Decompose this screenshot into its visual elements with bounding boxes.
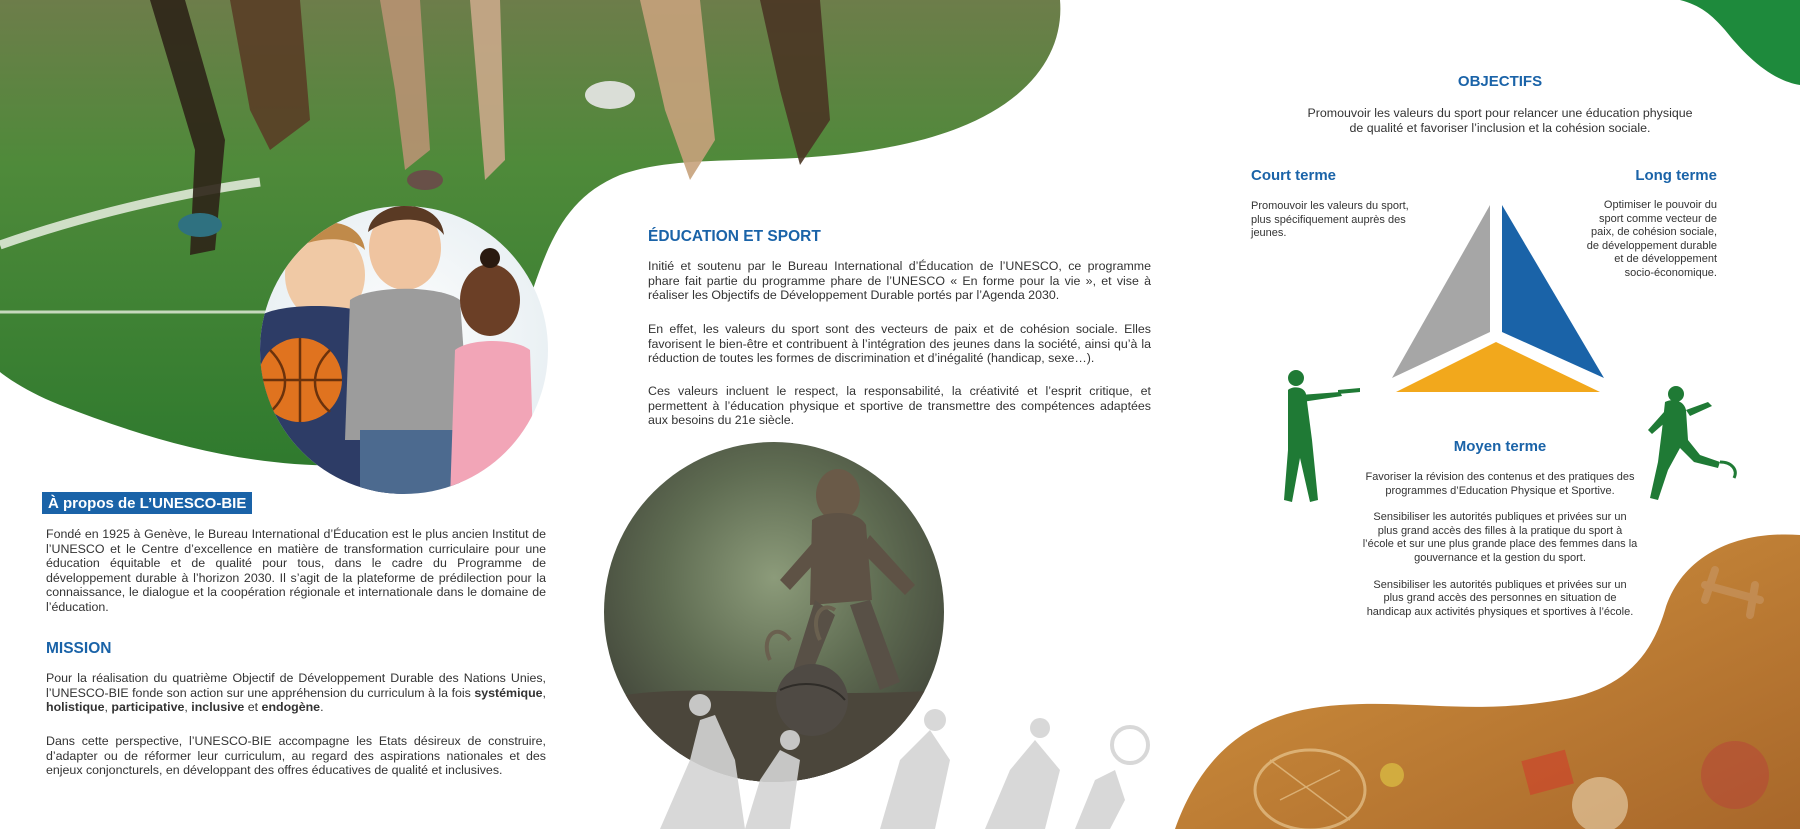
sep: , bbox=[104, 700, 112, 715]
long-terme-line: et de développement bbox=[1614, 253, 1717, 266]
education-text-2: En effet, les valeurs du sport sont des vecteurs de paix et de cohésion sociale. Elles favorisent le bien-être et contribuent à l’intégration des jeunes dans la société, ainsi qu’à la réduction de toutes les formes de discrimination et d’inégalité (handicap, sexe…). bbox=[648, 322, 1151, 366]
long-terme-text bbox=[1547, 199, 1717, 281]
long-terme-line: socio-économique. bbox=[1624, 266, 1717, 279]
long-terme-line: Optimiser le pouvoir du bbox=[1603, 199, 1717, 211]
education-heading: ÉDUCATION ET SPORT bbox=[648, 228, 821, 245]
moyen-terme-p3: Sensibiliser les autorités publiques et privées sur un plus grand accès des personnes en situation de handicap aux activités physiques et sportives à l’école. bbox=[1366, 578, 1634, 618]
about-text: Fondé en 1925 à Genève, le Bureau International d’Éducation est le plus ancien Institut de l’UNESCO et le Centre d’excellence en matière de transformation curriculaire pour une éducation équitable et de qualité pour tous, dans le cadre du Programme de développement durable à l’horizon 2030. Il s’agit de la plateforme de prédilection pour la connaissance, le dialogue et la coopération régionale et internationale dans le domaine de l’éducation. bbox=[46, 527, 546, 614]
moyen-terme-p1: Favoriser la révision des contenus et des pratiques des programmes d’Education Physique et Sportive. bbox=[1365, 471, 1635, 497]
education-text-3: Ces valeurs incluent le respect, la responsabilité, la créativité et l’esprit critique, et permettent à l’éducation physique et sportive de transmettre des compétences adaptées aux besoins du 21e siècle. bbox=[648, 384, 1151, 428]
sep: , bbox=[184, 700, 192, 715]
keyword-participative: participative bbox=[111, 700, 185, 715]
keyword-inclusive: inclusive bbox=[191, 700, 245, 715]
keyword-holistique: holistique bbox=[46, 700, 105, 715]
about-heading: À propos de L’UNESCO-BIE bbox=[48, 494, 247, 512]
mission-heading: MISSION bbox=[46, 640, 112, 657]
sep: et bbox=[244, 700, 262, 715]
keyword-endogene: endogène bbox=[261, 700, 321, 715]
mission-text-2: Dans cette perspective, l’UNESCO-BIE accompagne les Etats désireux de construire, d’adapter ou de réformer leur curriculum, au regard des aspirations nationales et des enjeux conjoncturels, en développant des offres éducatives de qualité et inclusives. bbox=[46, 734, 546, 778]
court-terme-text bbox=[1251, 200, 1421, 241]
court-terme-line: plus spécifiquement auprès des bbox=[1251, 213, 1406, 226]
objectifs-intro bbox=[1270, 106, 1730, 136]
court-terme-line: jeunes. bbox=[1251, 227, 1287, 240]
long-terme-line: sport comme vecteur de bbox=[1599, 212, 1717, 225]
sep: . bbox=[320, 700, 324, 715]
moyen-terme-text bbox=[1362, 471, 1638, 619]
about-heading-box bbox=[42, 492, 252, 514]
moyen-terme-heading: Moyen terme bbox=[1453, 438, 1547, 455]
long-terme-heading: Long terme bbox=[1635, 167, 1717, 184]
objectifs-heading: OBJECTIFS bbox=[1457, 73, 1543, 90]
green-corner bbox=[1680, 0, 1800, 85]
long-terme-line: paix, de cohésion sociale, bbox=[1591, 226, 1717, 239]
court-terme-heading: Court terme bbox=[1251, 167, 1337, 184]
education-text-1: Initié et soutenu par le Bureau International d’Éducation de l’UNESCO, ce programme phare fait partie du programme phare de l’UNESCO « En forme pour la vie », et vise à réaliser les Objectifs de Développement Durable portés par l’Agenda 2030. bbox=[648, 259, 1151, 303]
mission-text-1 bbox=[46, 671, 546, 715]
keyword-systemique: systémique bbox=[474, 685, 543, 700]
long-terme-line: de développement durable bbox=[1586, 239, 1717, 252]
court-terme-line: Promouvoir les valeurs du sport, bbox=[1251, 200, 1409, 212]
objectifs-intro-line-2: de qualité et favoriser l’inclusion et la cohésion sociale. bbox=[1349, 121, 1651, 135]
sep: , bbox=[542, 685, 546, 700]
golfer-icon bbox=[1284, 370, 1360, 502]
objectifs-intro-line-1: Promouvoir les valeurs du sport pour relancer une éducation physique bbox=[1307, 106, 1693, 120]
moyen-terme-p2: Sensibiliser les autorités publiques et privées sur un plus grand accès des filles à la pratique du sport à l’école et sur une plus grande place des femmes dans la gouvernance et la gestion du sport. bbox=[1362, 511, 1638, 564]
amputee-runner-icon bbox=[1648, 386, 1735, 500]
mission-text-1-start: Pour la réalisation du quatrième Objectif de Développement Durable des Nations Unies, l’UNESCO-BIE fonde son action sur une appréhension du curriculum à la fois bbox=[46, 671, 546, 700]
